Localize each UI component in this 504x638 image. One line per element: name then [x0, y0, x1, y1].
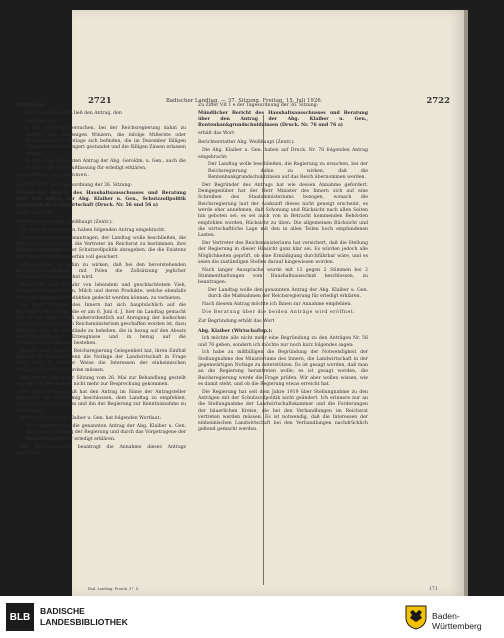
paragraph: Zu Ziffer VII 1 der Tagesordnung der 36. Sitzung: — [16, 182, 133, 188]
paragraph: Nach langer Aussprache wurde mit 13 gegen 2 Stimmen bei 2 Stimmenthaltungen vom Haushaltsausschuß beschlossen, zu beantragen: — [198, 267, 368, 286]
paragraph: Der Vertreter des Reichsministeriums hat versichert, daß die Stellung der Regierung in dieser Hinsicht ganz klar sei. Es würden jedoch alle Möglichkeiten geprüft, ob eine Ermäßigung durchführbar wäre, und es seien die zuständigen Stellen darauf hingewiesen worden. — [198, 240, 368, 265]
left-text-column — [16, 103, 186, 459]
library-footer-bar — [0, 596, 504, 638]
right-text-column — [198, 103, 368, 435]
paragraph: den Hauptausschuß ließ den Antrag, den — [26, 110, 122, 116]
paragraph: Der Landtag wolle die genannten Antrag der Abg. Klaiber u. Gen. durch die Erklärung der Regierung und durch das Vorgetragene der Reichsregierung für erledigt erklären. — [26, 424, 186, 442]
paragraph: Die Unterzeichneten beantragen, der Landtag wolle beschließen, die Regierung zu ersuchen, die Vertreter im Reichsrat zu bestimmen, ihre Stimmen zugunsten einer Schutzzollpolitik abzugeben, die die Existenz der Landwirtschaft weiterhin voll gesichert. — [16, 235, 186, 260]
baden-wuerttemberg-crest-icon[interactable] — [404, 604, 428, 630]
paragraph: Nach diesem Antrag möchte ich Ihnen zur Annahme empfehlen. — [202, 302, 352, 308]
paragraph: Der Berichterstatter beantragt die Annahme dieses Antrags empfehlen. — [16, 444, 186, 456]
paragraph: Jederlei weiß, daß die Reichsregierung Gelegenheit hat, ihren Einfluß geltend zu machen, wenn die Notlage der Landwirtschaft in Frage steht, und in welcher Weise die Interessen der einheimischen Erzeugung vertreten werden müssen. — [16, 348, 186, 373]
running-header: Badischer Landtag. — 37. Sitzung. Freitag, 15. Juli 1926. — [166, 98, 323, 104]
blb-name-line2: LANDESBIBLIOTHEK — [40, 616, 128, 627]
paragraph: Die Abg. Klaiber u. Gen. haben folgenden Antrag eingebracht: — [20, 228, 166, 234]
page-footer-note: Bad. Landtag. Protok. 37. S. — [88, 587, 140, 591]
book-spine-edge — [464, 10, 468, 596]
paragraph: Der Antrag der Abg. Klaiber u. Gen. hat folgenden Wortlaut: — [20, 416, 161, 422]
paragraph: Der Haushaltsausschuß hat den Antrag im Sinne der Antragsteller behandelt und einstimmig beschlossen, dem Landtag zu empfehlen, dem Antrag zuzustimmen und ihn der Regierung zur Kenntnisnahme zu überweisen. — [16, 389, 186, 414]
paragraph: einstimmig angenommen. — [16, 173, 90, 179]
blb-logo[interactable]: BLB — [6, 603, 34, 631]
paragraph: Ich möchte alle nicht mehr eine Begründung zu den Anträgen Nr. 56 und 76 geben, sondern ich möchte nur noch kurz folgendes sagen: — [198, 336, 368, 348]
paragraph: erhält das Wort — [198, 131, 235, 137]
paragraph: (Ritzmann) — [16, 103, 46, 108]
paragraph: Der Begründer des Antrags hat wie dessen Annahme gefordert. Demgegenüber hat der Herr Minister des Innern sich auf eine Schreiben des Staatsministeriums bezogen, wonach die Reichsregierung laut der Auskunft dieses nicht geneigt erscheint, es werde eher annehmen, daß Schonung und Rücksicht nach allen Seiten hin geboten sei; es sei auch von in Betracht kommenden Behörden empfohlen worden, Rücksicht zu üben. Die allgemeinen Rücksicht und die wirtschaftliche Lage mit den in allen Teilen hoch empfundenen Lasten. — [198, 182, 368, 239]
blb-name-line1: BADISCHE — [40, 606, 85, 616]
paragraph: Die Regierung hat seit dem Jahre 1919 über Stellungnahme zu den Anträgen mit der Schutzzollpolitik nicht geändert. Ich erinnere nur an die Stellungnahme der Landwirtschaftskammer und die Forderungen der bäuerlichen Kreise, die bei den Verhandlungen im Reichsrat vertreten werden müssen. Es ist notwendig, daß die Interessen der einheimischen Landwirtschaft bei den Verhandlungen nachdrücklich geltend gemacht werden. — [198, 389, 368, 433]
paragraph: Landtag wolle — [26, 118, 60, 124]
paragraph: Die Abg. Klaiber u. Gen. haben auf Druck. Nr. 76 folgenden Antrag eingebracht: — [198, 148, 368, 160]
paragraph: Der Landtag wolle beschließen, die Regierung zu ersuchen, bei der Reichsregierung dahin zu wirken, daß die Rentenbankgrundschuldzinsen auf das Reich übernommen werden. — [208, 162, 368, 180]
paragraph: Berichterstatter Abg. Weißhaupt (Zentr.): — [16, 220, 113, 226]
paragraph: Berichterstatter Abg. Weißhaupt (Zentr.): — [198, 140, 295, 146]
paragraph: I. die Regierung ersuchen, bei der Reichsregierung dahin zu wirken, daß denjenigen Winzern, die infolge Mißernte oder Hochstwellen in Notlage sich befinden, die im Dezember fälligen Winzerkredite verlängert gestundet und die fälligen Zinsen erlassen werden, — [26, 126, 186, 157]
blb-name[interactable] — [40, 606, 128, 627]
paragraph: erhält das Wort — [16, 210, 53, 216]
left-page-number: 2721 — [88, 96, 112, 106]
paragraph: II. den oben genannten Antrag der Abg. Geroldm. u. Gen., auch die vorstehende Beschlußfassung für erledigt erklären, — [26, 159, 186, 171]
paragraph: Ferner ist jede Einfuhr von lebendem und geschlachtetem Vieh, feinem tierischen Fetten, Milch und deren Produkte, welche ebenfalls durch die heimische Produktion gedeckt werden können, zu verbieten. — [16, 282, 186, 301]
paragraph: Zollebetendes ist dahin zu wirken, daß bei den bevorstehenden Vertragsverhandlungen mit Polen die Zollsätzung jeglicher Schweineeinfuhr abgelehnt wird. — [16, 262, 186, 281]
paragraph: Ich habe zu mißbilligen die Begründung der Notwendigkeit der Stellungnahme des Ministeriums des Innern, die Landwirtschaft in der gegenwärtigen Notlage zu unterstützen. Es ist gesagt worden, daß man an die Regierung herantreten wolle; es ist gesagt worden, die Reichsregierung werde die Frage prüfen. Wir aber wollen wissen, wie es damit steht, und ob die Regierung etwas erreicht hat. — [198, 350, 368, 387]
paragraph: Die Beratung über die beiden Anträge wird eröffnet. — [202, 309, 356, 315]
paragraph: Zur Begründung erhält das Wort — [198, 319, 275, 325]
right-page-number: 2722 — [426, 96, 450, 106]
baden-wuerttemberg-label[interactable]: Baden-Württemberg — [432, 611, 482, 631]
paragraph: Mündlicher Bericht des Haushaltsausschusses und Beratung über den Antrag der Abg. Klaiber u. Gen., Rentenbankgrundschuldzinsen (Druck. Nr. 76 und 76 a) — [198, 110, 368, 129]
paragraph: Der Landtag wolle den genannten Antrag der Abg. Klaiber u. Gen. durch die Maßnahmen der Reichsregierung für erledigt erklären. — [208, 288, 368, 300]
paragraph: Der Herr Minister des Innern hat sich hauptsächlich auf die Marktsperren berufen, die er am 6. Juni d. J. hier im Landtag gemacht hat. Er hat erklärt, daß außerordentlich auf Anregung der badischen Regierung und nun beim Reichsministerium geschaffen worden ist, dazu beitragen will, die Mißstände zu beheben, die in bezug auf den Absatz landwirtschaftlicher Erzeugnisse und in bezug auf die Produktionsverhältnisse bestehen. — [16, 303, 186, 347]
page-footer-number: 171 — [429, 587, 438, 592]
paragraph: Abg. Klaiber (Wirtschaftsp.): — [198, 328, 273, 334]
paragraph: Der Antrag war in der Sitzung vom 26. Mai zur Behandlung gestellt worden, ist aber damals nicht mehr zur Besprechung gekommen. — [16, 375, 186, 387]
paragraph: Zu Ziffer VII 1 e der Tagesordnung der 36. Sitzung: — [198, 103, 319, 108]
paragraph: Mündlicher Bericht des Haushaltsausschusses und Beratung über den Antrag der Abg. Klaiber u. Gen., Schutzzollpolitik zugunsten der Landwirtschaft (Druck. Nr. 56 und 56 a) — [16, 190, 186, 209]
